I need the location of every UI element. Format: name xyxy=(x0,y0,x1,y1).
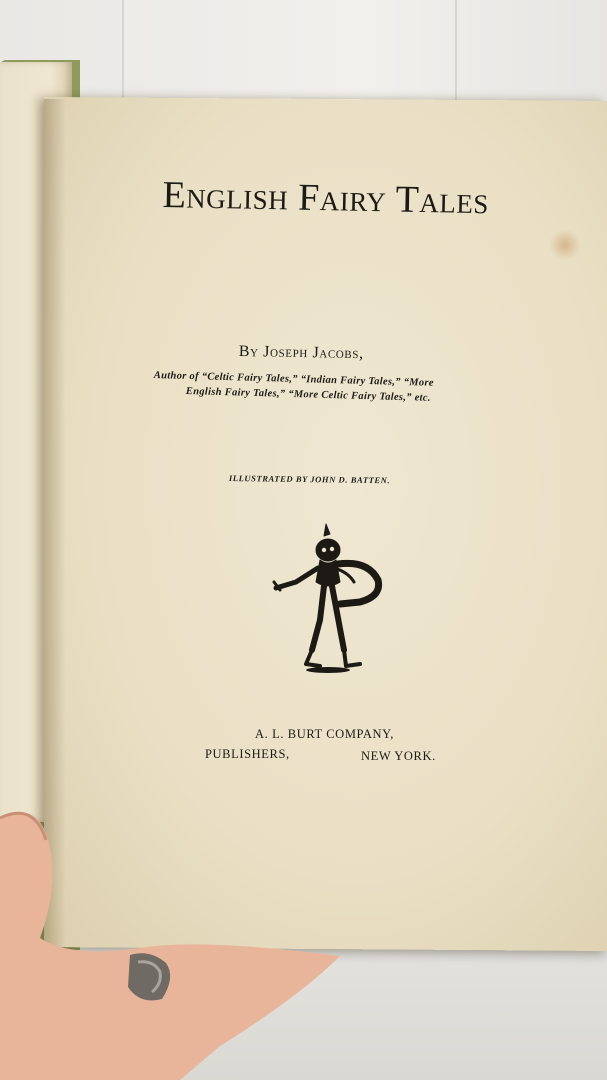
book-title: English Fairy Tales xyxy=(162,173,490,223)
author-note-line-1: Author of “Celtic Fairy Tales,” “Indian Fairy Tales,” “More xyxy=(153,370,434,389)
illustrator-line: ILLUSTRATED BY JOHN D. BATTEN. xyxy=(228,473,391,486)
author-line: By Joseph Jacobs, xyxy=(238,343,364,363)
publisher-city: NEW YORK. xyxy=(361,749,436,763)
author-note-line-2: English Fairy Tales,” “More Celtic Fairy Tales,” etc. xyxy=(185,386,431,404)
table-surface xyxy=(0,945,607,1080)
page-gutter-shadow xyxy=(44,99,66,949)
publisher-label: PUBLISHERS, xyxy=(205,747,290,761)
publisher-name: A. L. BURT COMPANY, xyxy=(255,727,394,741)
goblin-illustration-icon xyxy=(266,520,386,690)
foxing-stain xyxy=(548,230,582,260)
